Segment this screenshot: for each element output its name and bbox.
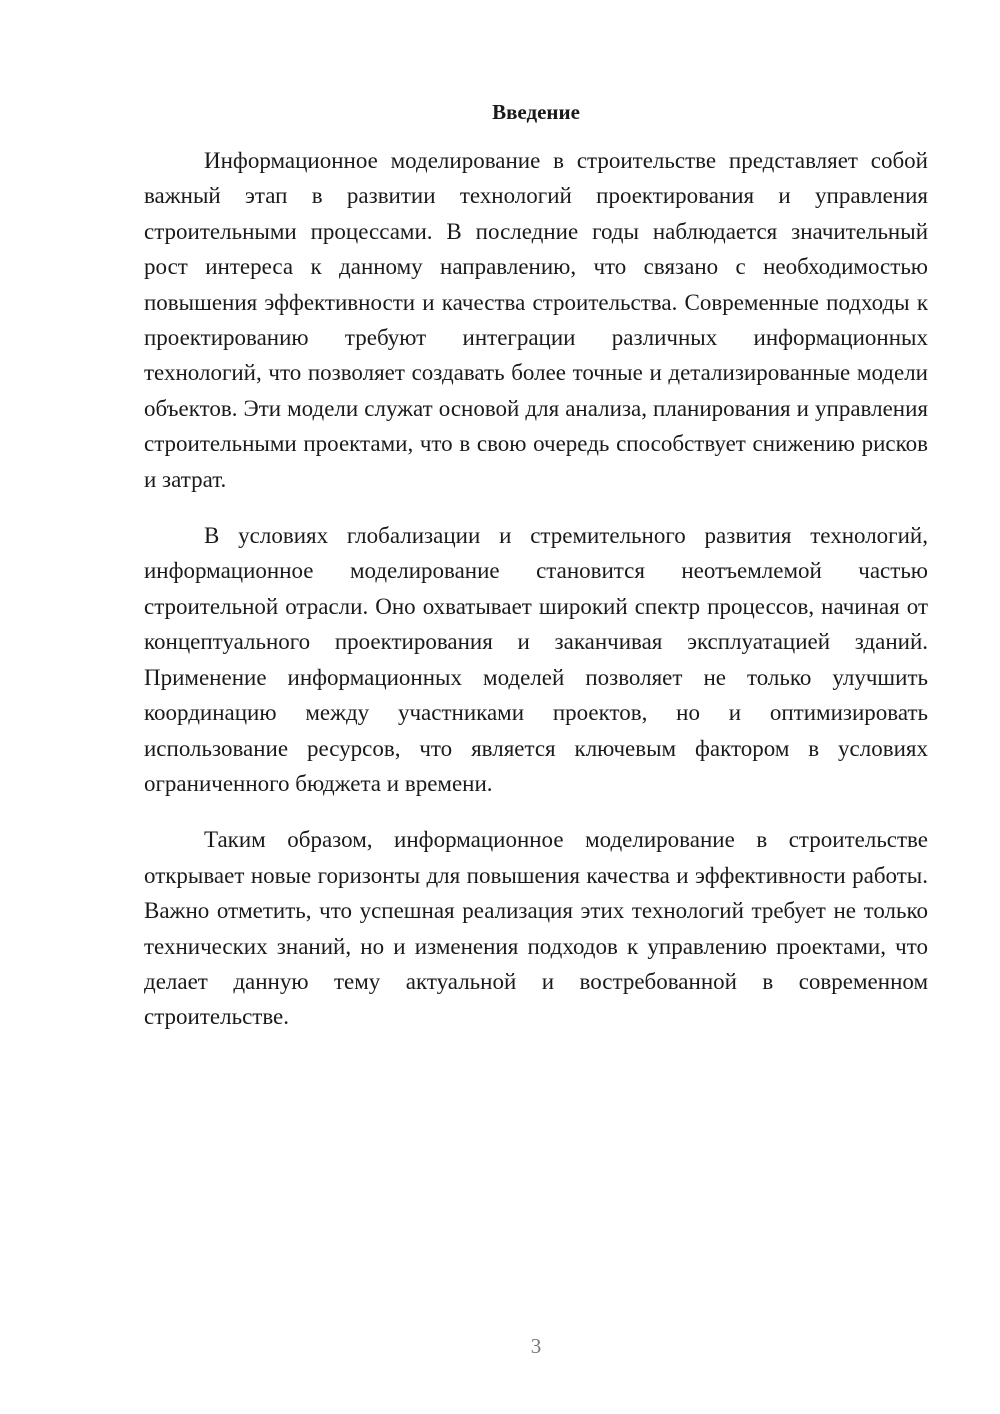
page-number: 3 bbox=[530, 1334, 542, 1358]
paragraph: Таким образом, информационное моделирование в строительстве открывает новые горизонты для повышения качества и эффективности работы. Важно отметить, что успешная реализация этих технологий требует не только технических знаний, но и изменения подходов к управлению проектами, что делает данную тему актуальной и востребованной в современном строительстве. bbox=[144, 827, 928, 1030]
body-text bbox=[144, 143, 928, 1056]
paragraph: Информационное моделирование в строительстве представляет собой важный этап в развитии технологий проектирования и управления строительными процессами. В последние годы наблюдается значительный рост интереса к данному направлению, что связано с необходимостью повышения эффективности и качества строительства. Современные подходы к проектированию требуют интеграции различных информационных технологий, что позволяет создавать более точные и детализированные модели объектов. Эти модели служат основой для анализа, планирования и управления строительными проектами, что в свою очередь способствует снижению рисков и затрат. bbox=[144, 148, 928, 492]
section-heading: Введение bbox=[492, 100, 580, 124]
paragraph: В условиях глобализации и стремительного развития технологий, информационное моделирование становится неотъемлемой частью строительной отрасли. Оно охватывает широкий спектр процессов, начиная от концептуального проектирования и заканчивая эксплуатацией зданий. Применение информационных моделей позволяет не только улучшить координацию между участниками проектов, но и оптимизировать использование ресурсов, что является ключевым фактором в условиях ограниченного бюджета и времени. bbox=[144, 523, 928, 796]
